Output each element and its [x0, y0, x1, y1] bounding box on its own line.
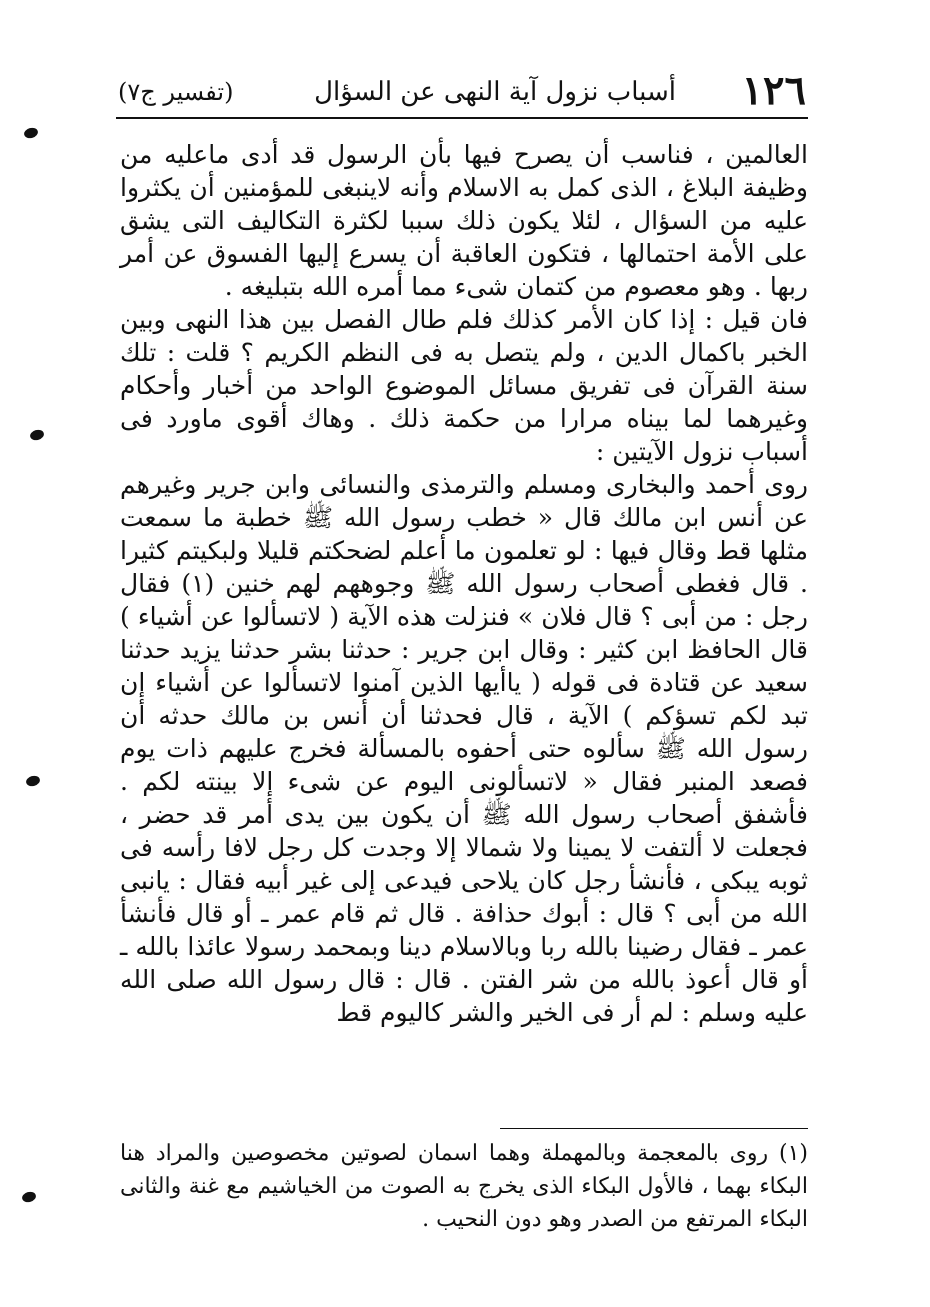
- scan-speck-mark: [29, 428, 45, 441]
- footnote-divider: [500, 1128, 808, 1129]
- running-title: أسباب نزول آية النهى عن السؤال: [314, 77, 676, 107]
- scan-speck-mark: [23, 126, 39, 139]
- scan-speck-mark: [21, 1190, 37, 1203]
- scan-speck-mark: [25, 774, 41, 787]
- paragraph-3: روى أحمد والبخارى ومسلم والترمذى والنسائى وابن جرير وغيرهم عن أنس ابن مالك قال « خطب رسول الله ﷺ خطبة ما سمعت مثلها قط وقال فيها : لو تعلمون ما أعلم لضحكتم قليلا ولبكيتم كثيرا . قال فغطى أصحاب رسول الله ﷺ وجوههم لهم خنين (١) فقال رجل : من أبى ؟ قال فلان » فنزلت هذه الآية ( لاتسألوا عن أشياء ) قال الحافظ ابن كثير : وقال ابن جرير : حدثنا بشر حدثنا يزيد حدثنا سعيد عن قتادة فى قوله ( ياأيها الذين آمنوا لاتسألوا عن أشياء إن تبد لكم تسؤكم ) الآية ، قال فحدثنا أن أنس بن مالك حدثه أن رسول الله ﷺ سألوه حتى أحفوه بالمسألة فخرج عليهم ذات يوم فصعد المنبر فقال « لاتسألونى اليوم عن شىء إلا بينته لكم . فأشفق أصحاب رسول الله ﷺ أن يكون بين يدى أمر قد حضر ، فجعلت لا ألتفت لا يمينا ولا شمالا إلا وجدت كل رجل لافا رأسه فى ثوبه يبكى ، فأنشأ رجل كان يلاحى فيدعى إلى غير أبيه فقال : يانبى الله من أبى ؟ قال : أبوك حذافة . قال ثم قام عمر ـ أو قال فأنشأ عمر ـ فقال رضينا بالله ربا وبالاسلام دينا وبمحمد رسولا عائذا بالله ـ أو قال أعوذ بالله من شر الفتن . قال : قال رسول الله صلى الله عليه وسلم : لم أر فى الخير والشر كاليوم قط: [120, 470, 808, 1027]
- body-text: [120, 138, 808, 1118]
- footnote: (١) روى بالمعجمة وبالمهملة وهما اسمان لصوتين مخصوصين والمراد هنا البكاء بهما ، فالأول البكاء الذى يخرج به الصوت من الخياشيم مع غنة والثانى البكاء المرتفع من الصدر وهو دون النحيب .: [120, 1141, 808, 1232]
- header-divider: [116, 117, 808, 119]
- series-label: (تفسير ج٧): [118, 78, 234, 106]
- paragraph-2: فان قيل : إذا كان الأمر كذلك فلم طال الفصل بين هذا النهى وبين الخبر باكمال الدين ، ولم يتصل به فى النظم الكريم ؟ قلت : تلك سنة القرآن فى تفريق مسائل الموضوع الواحد من أخبار وأحكام وغيرهما لما بيناه مرارا من حكمة ذلك . وهاك أقوى ماورد فى أسباب نزول الآيتين :: [120, 305, 809, 466]
- page-header: [118, 66, 806, 116]
- paragraph-1: العالمين ، فناسب أن يصرح فيها بأن الرسول قد أدى ماعليه من وظيفة البلاغ ، الذى كمل به الاسلام وأنه لاينبغى للمؤمنين أن يكثروا عليه من السؤال ، لئلا يكون ذلك سببا لكثرة التكاليف التى يشق على الأمة احتمالها ، فتكون العاقبة أن يسرع إليها الفسوق عن أمر ربها . وهو معصوم من كتمان شىء مما أمره الله بتبليغه .: [120, 140, 808, 301]
- page-number: ١٢٦: [741, 67, 806, 114]
